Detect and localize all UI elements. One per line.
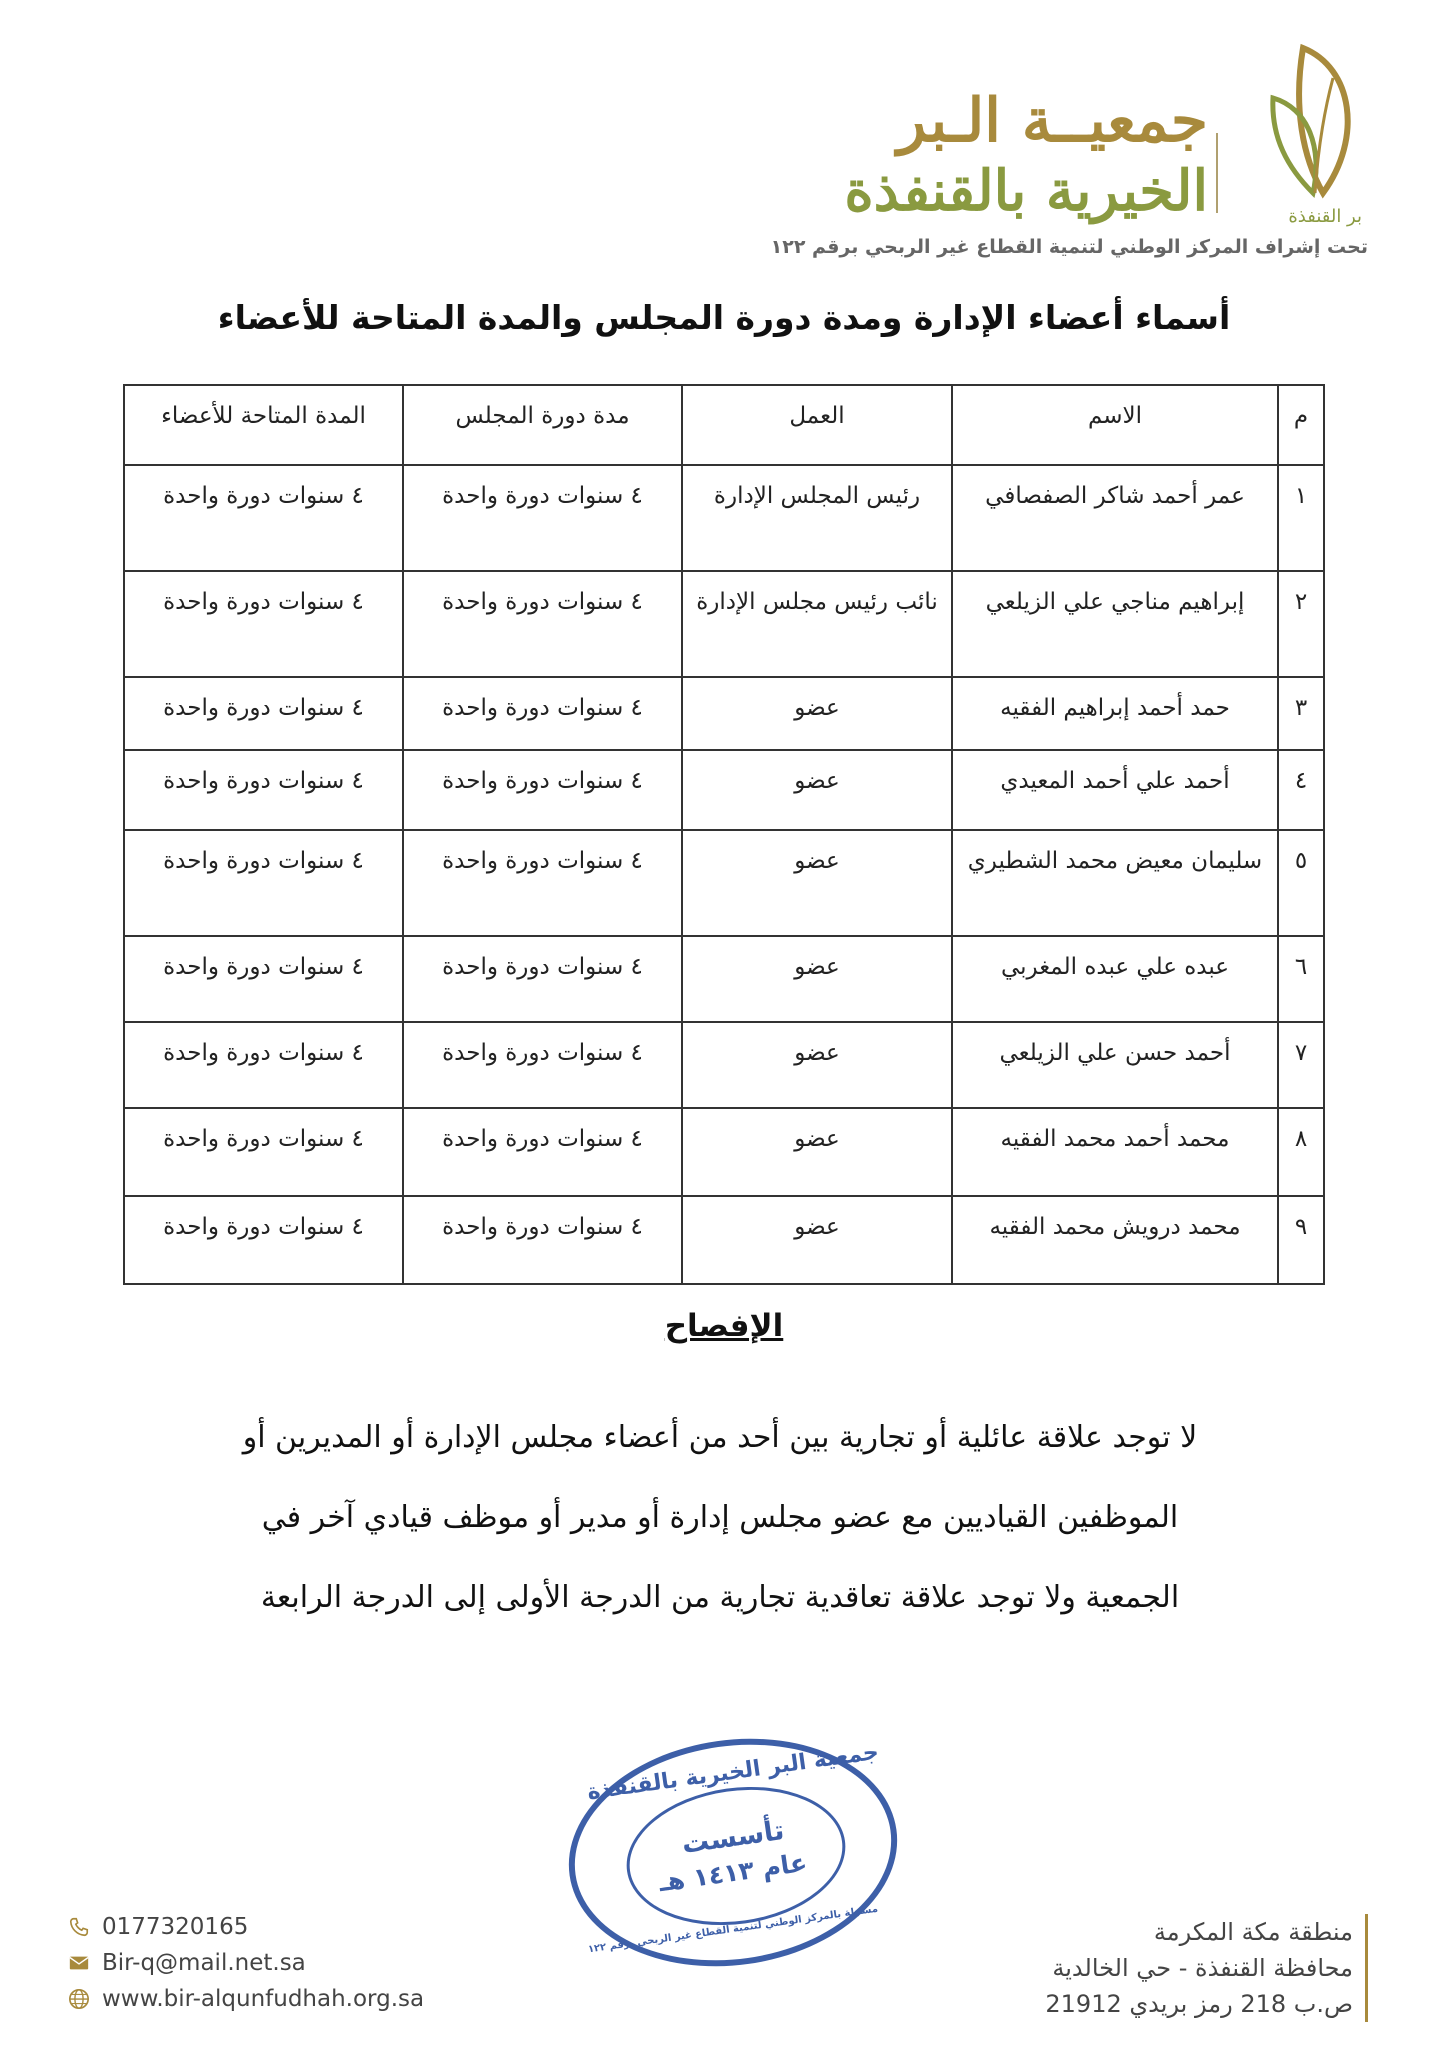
- table-row: [124, 1196, 1324, 1284]
- member-name: أحمد حسن علي الزيلعي: [952, 1022, 1278, 1108]
- table-row: [124, 830, 1324, 936]
- header-term: مدة دورة المجلس: [403, 385, 682, 465]
- row-index: ٥: [1278, 830, 1324, 936]
- row-index: ٧: [1278, 1022, 1324, 1108]
- member-role: عضو: [682, 1022, 952, 1108]
- member-role: رئيس المجلس الإدارة: [682, 465, 952, 571]
- row-index: ٦: [1278, 936, 1324, 1022]
- member-role: عضو: [682, 830, 952, 936]
- org-name-line1: جمعيــة الـبر: [897, 86, 1208, 156]
- org-name-line2: الخيرية بالقنفذة: [844, 158, 1208, 224]
- phone-row: [68, 1910, 488, 1944]
- disclosure-text: لا توجد علاقة عائلية أو تجارية بين أحد من أعضاء مجلس الإدارة أو المديرين أو الموظفين القياديين مع عضو مجلس إدارة أو مدير أو موظف قيادي آخر في الجمعية ولا توجد علاقة تعاقدية تجارية من الدرجة الأولى إلى الدرجة الرابعة: [242, 1420, 1198, 1615]
- available-duration: ٤ سنوات دورة واحدة: [124, 830, 403, 936]
- header-role: العمل: [682, 385, 952, 465]
- table-row: [124, 936, 1324, 1022]
- row-index: ٩: [1278, 1196, 1324, 1284]
- website-row: [68, 1982, 488, 2016]
- phone-number[interactable]: 0177320165: [102, 1914, 249, 1940]
- row-index: ٤: [1278, 750, 1324, 830]
- member-role: نائب رئيس مجلس الإدارة: [682, 571, 952, 677]
- organization-logo: [770, 28, 1368, 258]
- term-duration: ٤ سنوات دورة واحدة: [403, 677, 682, 750]
- member-name: محمد أحمد محمد الفقيه: [952, 1108, 1278, 1196]
- member-role: عضو: [682, 750, 952, 830]
- member-name: سليمان معيض محمد الشطيري: [952, 830, 1278, 936]
- member-name: محمد درويش محمد الفقيه: [952, 1196, 1278, 1284]
- page-title: أسماء أعضاء الإدارة ومدة دورة المجلس والمدة المتاحة للأعضاء: [217, 298, 1231, 337]
- address-postal: ص.ب 218 رمز بريدي 21912: [1045, 1990, 1353, 2018]
- available-duration: ٤ سنوات دورة واحدة: [124, 1022, 403, 1108]
- header-index: م: [1278, 385, 1324, 465]
- available-duration: ٤ سنوات دورة واحدة: [124, 465, 403, 571]
- address-region: منطقة مكة المكرمة: [1153, 1918, 1353, 1946]
- term-duration: ٤ سنوات دورة واحدة: [403, 465, 682, 571]
- disclosure-heading: الإفصاح: [664, 1308, 784, 1344]
- contact-info: [68, 1910, 488, 2018]
- org-short-name: بر القنفذة: [1288, 206, 1362, 227]
- website-link[interactable]: www.bir-alqunfudhah.org.sa: [102, 1986, 425, 2012]
- term-duration: ٤ سنوات دورة واحدة: [403, 750, 682, 830]
- available-duration: ٤ سنوات دورة واحدة: [124, 571, 403, 677]
- phone-icon: [68, 1916, 90, 1938]
- term-duration: ٤ سنوات دورة واحدة: [403, 830, 682, 936]
- row-index: ٣: [1278, 677, 1324, 750]
- member-name: عبده علي عبده المغربي: [952, 936, 1278, 1022]
- row-index: ٢: [1278, 571, 1324, 677]
- term-duration: ٤ سنوات دورة واحدة: [403, 1196, 682, 1284]
- stamp-org-name: جمعية البر الخيرية بالقنفذة: [585, 1739, 881, 1806]
- members-table: [123, 384, 1325, 1285]
- table-row: [124, 1108, 1324, 1196]
- available-duration: ٤ سنوات دورة واحدة: [124, 1108, 403, 1196]
- stamp-founded: تأسست: [679, 1814, 787, 1861]
- member-name: إبراهيم مناجي علي الزيلعي: [952, 571, 1278, 677]
- email-address[interactable]: Bir-q@mail.net.sa: [102, 1950, 306, 1976]
- table-row: [124, 677, 1324, 750]
- table-header-row: [124, 385, 1324, 465]
- stamp-registration: مسجلة بالمركز الوطني لتنمية القطاع غير الربحي برقم ١٢٢: [587, 1903, 879, 1956]
- term-duration: ٤ سنوات دورة واحدة: [403, 1108, 682, 1196]
- address-district: محافظة القنفذة - حي الخالدية: [1052, 1954, 1353, 1982]
- member-name: حمد أحمد إبراهيم الفقيه: [952, 677, 1278, 750]
- supervision-note: تحت إشراف المركز الوطني لتنمية القطاع غير الربحي برقم ١٢٢: [770, 236, 1368, 258]
- member-name: عمر أحمد شاكر الصفصافي: [952, 465, 1278, 571]
- globe-icon: [68, 1988, 90, 2010]
- organization-stamp: [568, 1740, 898, 1965]
- stamp-year: عام ١٤١٣ هـ: [657, 1847, 809, 1898]
- mail-icon: [68, 1952, 90, 1974]
- member-role: عضو: [682, 1108, 952, 1196]
- row-index: ١: [1278, 465, 1324, 571]
- logo-divider: [1216, 133, 1218, 213]
- email-row: [68, 1946, 488, 1980]
- table-row: [124, 1022, 1324, 1108]
- member-role: عضو: [682, 677, 952, 750]
- member-role: عضو: [682, 936, 952, 1022]
- header-available: المدة المتاحة للأعضاء: [124, 385, 403, 465]
- address-block: [1045, 1914, 1368, 2022]
- leaf-logo-icon: [1233, 28, 1368, 208]
- term-duration: ٤ سنوات دورة واحدة: [403, 936, 682, 1022]
- member-name: أحمد علي أحمد المعيدي: [952, 750, 1278, 830]
- row-index: ٨: [1278, 1108, 1324, 1196]
- available-duration: ٤ سنوات دورة واحدة: [124, 1196, 403, 1284]
- available-duration: ٤ سنوات دورة واحدة: [124, 750, 403, 830]
- term-duration: ٤ سنوات دورة واحدة: [403, 1022, 682, 1108]
- available-duration: ٤ سنوات دورة واحدة: [124, 677, 403, 750]
- member-role: عضو: [682, 1196, 952, 1284]
- term-duration: ٤ سنوات دورة واحدة: [403, 571, 682, 677]
- header-name: الاسم: [952, 385, 1278, 465]
- table-row: [124, 465, 1324, 571]
- available-duration: ٤ سنوات دورة واحدة: [124, 936, 403, 1022]
- table-row: [124, 750, 1324, 830]
- table-row: [124, 571, 1324, 677]
